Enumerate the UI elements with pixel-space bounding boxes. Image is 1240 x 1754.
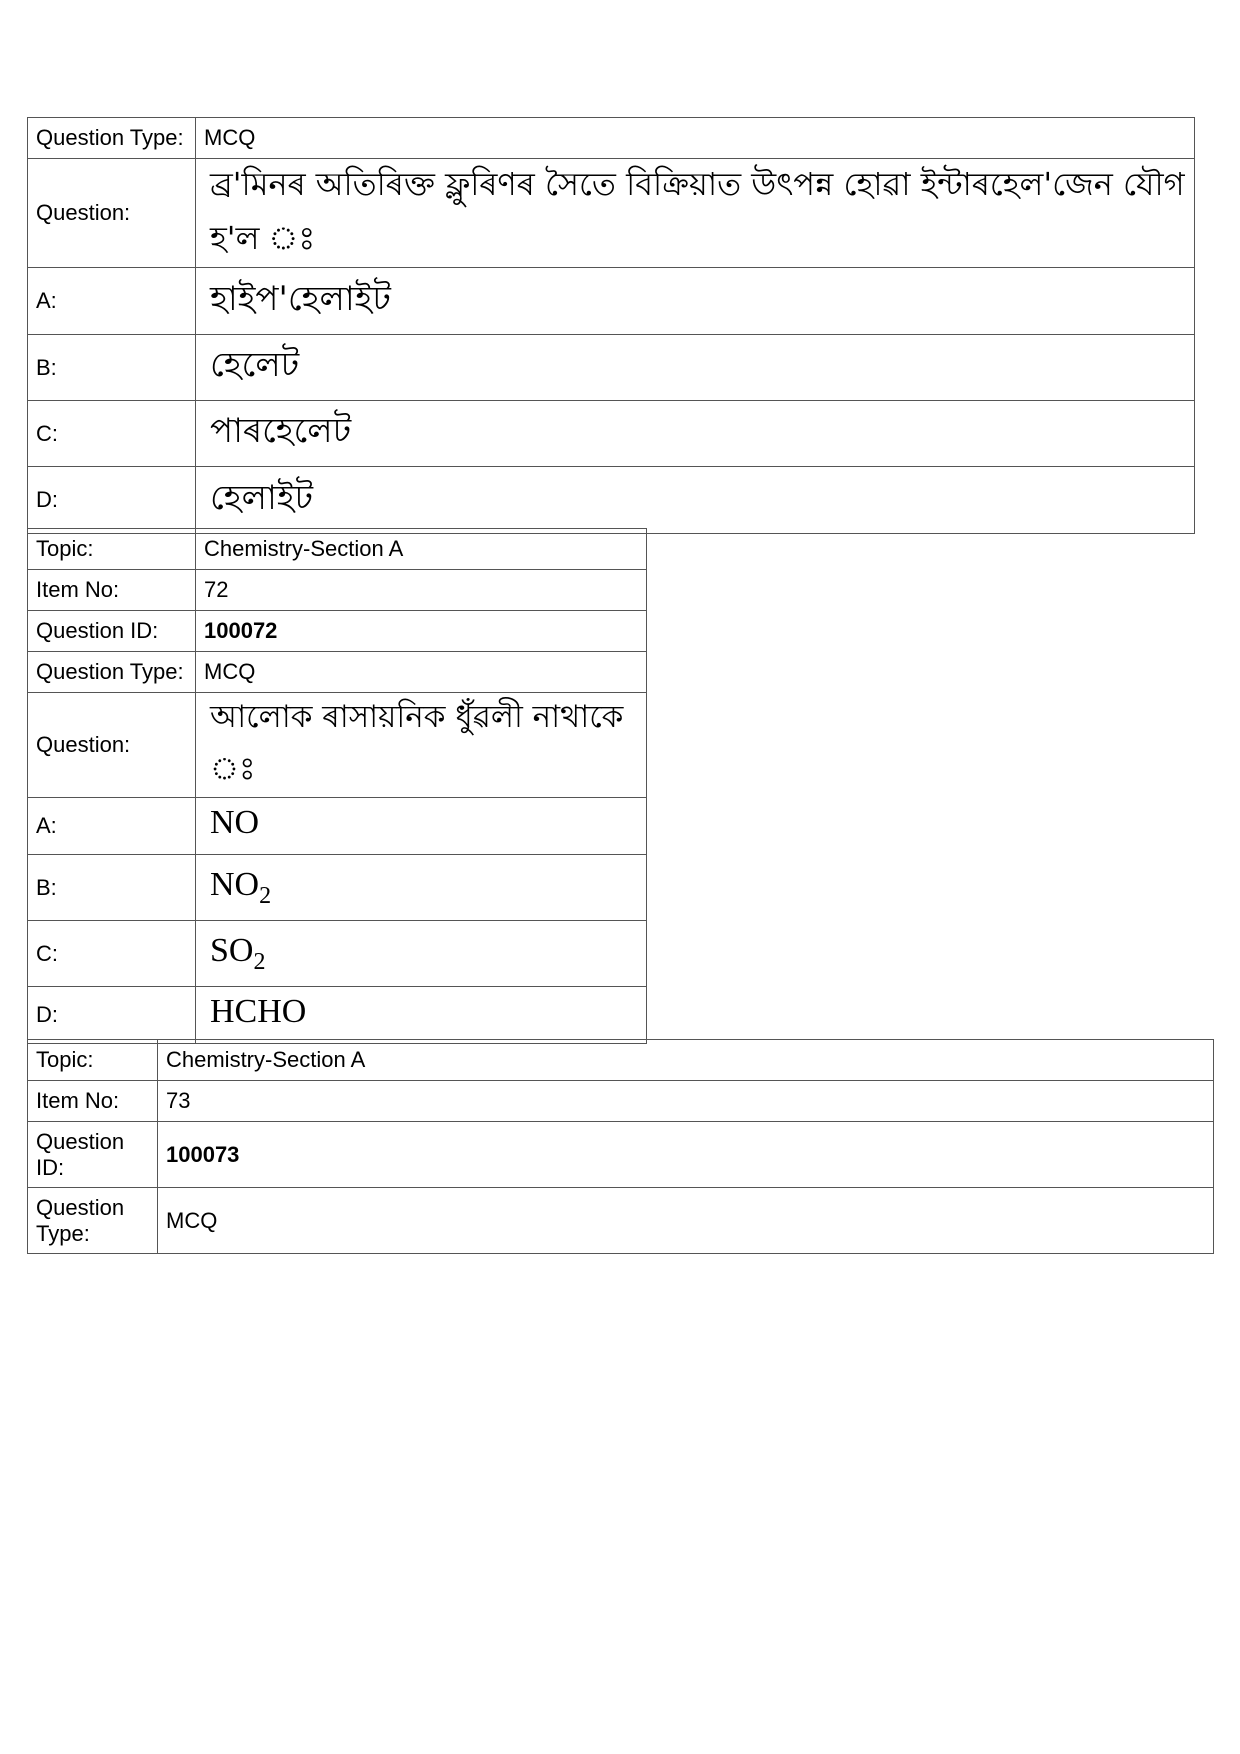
question-label: Question: <box>28 693 196 798</box>
formula-main: NO <box>210 804 260 842</box>
item-no-label: Item No: <box>28 1081 158 1122</box>
question-table-73 <box>27 1039 1214 1254</box>
item-no-value: 73 <box>158 1081 1214 1122</box>
option-row-a <box>28 268 1195 335</box>
option-d-text: হেলাইট <box>196 467 1195 534</box>
option-c-label: C: <box>28 401 196 467</box>
question-type-row <box>28 118 1195 159</box>
option-b-label: B: <box>28 335 196 401</box>
formula-subscript: 2 <box>253 948 266 975</box>
option-c-formula <box>196 921 647 987</box>
question-text: আলোক ৰাসায়নিক ধুঁৱলী নাথাকে ঃ <box>196 693 647 798</box>
question-id-value: 100072 <box>196 611 647 652</box>
option-row-b <box>28 335 1195 401</box>
topic-label: Topic: <box>28 529 196 570</box>
question-type-row <box>28 1188 1214 1254</box>
question-type-row <box>28 652 647 693</box>
topic-value: Chemistry-Section A <box>196 529 647 570</box>
question-text: ব্ৰ'মিনৰ অতিৰিক্ত ফ্লুৰিণৰ সৈতে বিক্ৰিয়াত উৎপন্ন হোৱা ইন্টাৰহেল'জেন যৌগ হ'ল ঃ <box>196 159 1195 268</box>
option-row-a <box>28 798 647 855</box>
option-d-label: D: <box>28 987 196 1044</box>
option-c-label: C: <box>28 921 196 987</box>
topic-label: Topic: <box>28 1040 158 1081</box>
question-table-71 <box>27 117 1195 534</box>
option-row-b <box>28 855 647 921</box>
question-table-72 <box>27 528 647 1044</box>
option-a-text: হাইপ'হেলাইট <box>196 268 1195 335</box>
option-d-formula <box>196 987 647 1044</box>
question-type-value: MCQ <box>196 652 647 693</box>
topic-row <box>28 1040 1214 1081</box>
item-no-row <box>28 1081 1214 1122</box>
question-id-label: Question ID: <box>28 611 196 652</box>
option-a-label: A: <box>28 268 196 335</box>
topic-value: Chemistry-Section A <box>158 1040 1214 1081</box>
topic-row <box>28 529 647 570</box>
option-a-formula <box>196 798 647 855</box>
question-type-value: MCQ <box>158 1188 1214 1254</box>
formula-subscript: 2 <box>259 882 272 909</box>
option-row-d <box>28 467 1195 534</box>
option-row-d <box>28 987 647 1044</box>
question-id-row <box>28 611 647 652</box>
item-no-value: 72 <box>196 570 647 611</box>
option-row-c <box>28 401 1195 467</box>
option-b-label: B: <box>28 855 196 921</box>
option-b-formula <box>196 855 647 921</box>
option-c-text: পাৰহেলেট <box>196 401 1195 467</box>
option-a-label: A: <box>28 798 196 855</box>
question-row <box>28 693 647 798</box>
question-id-row <box>28 1122 1214 1188</box>
item-no-label: Item No: <box>28 570 196 611</box>
question-id-label: Question ID: <box>28 1122 158 1188</box>
question-id-value: 100073 <box>158 1122 1214 1188</box>
item-no-row <box>28 570 647 611</box>
option-d-label: D: <box>28 467 196 534</box>
question-type-label: Question Type: <box>28 118 196 159</box>
question-type-label: Question Type: <box>28 1188 158 1254</box>
question-row <box>28 159 1195 268</box>
formula-main: SO <box>210 931 254 969</box>
question-type-value: MCQ <box>196 118 1195 159</box>
question-label: Question: <box>28 159 196 268</box>
formula-main: HCHO <box>210 993 307 1031</box>
question-type-label: Question Type: <box>28 652 196 693</box>
option-row-c <box>28 921 647 987</box>
option-b-text: হেলেট <box>196 335 1195 401</box>
formula-main: NO <box>210 865 260 903</box>
